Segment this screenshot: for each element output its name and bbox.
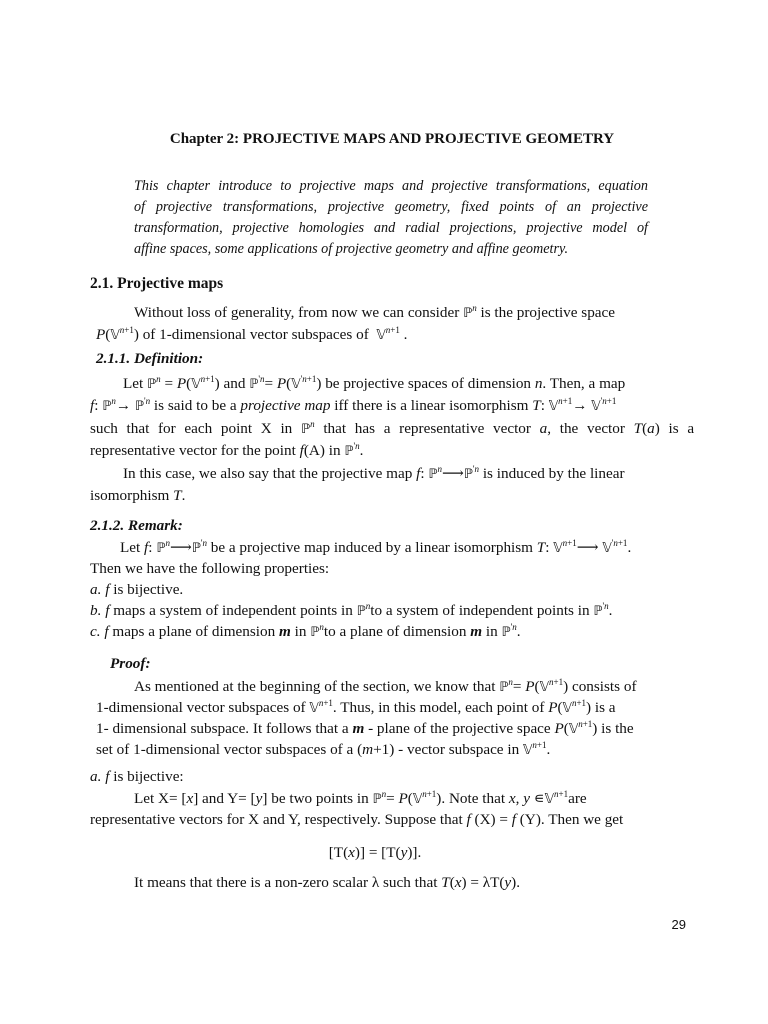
remark-line-2: Then we have the following properties:	[90, 560, 330, 577]
equation: [T(x)] = [T(y)].	[328, 844, 422, 861]
definition-line-2: f: ℙ$^n$→ ℙ$^{'n}$ is said to be a projective map iff there is a linear isomorphism T: 𝕍$^{n+1}$→ 𝕍$^{'n+1}$	[90, 396, 617, 414]
proof-line-3: 1- dimensional subspace. It follows that a m - plane of the projective space P(𝕍$^{n+1}$) is the	[96, 719, 634, 737]
definition-line-5: In this case, we also say that the projective map f: ℙ$^n$⟶ℙ$^{'n}$ is induced by the linear	[123, 464, 625, 482]
intro-line-2: P(𝕍$^{n+1}$) of 1-dimensional vector subspaces of 𝕍$^{n+1}$ .	[96, 325, 408, 343]
proof-para-3: It means that there is a non-zero scalar λ such that T(x) = λT(y).	[134, 874, 521, 891]
abstract-line: This chapter introduce to projective maps and projective transformations, equation	[134, 178, 648, 194]
abstract-line: affine spaces, some applications of projective geometry and affine geometry.	[134, 241, 569, 257]
definition-line-6: isomorphism T.	[90, 487, 186, 504]
proof-line-1: As mentioned at the beginning of the section, we know that ℙ$^n$= P(𝕍$^{n+1}$) consists of	[134, 677, 637, 695]
chapter-title: Chapter 2: PROJECTIVE MAPS AND PROJECTIVE GEOMETRY	[169, 131, 615, 147]
remark-line-1: Let f: ℙ$^n$⟶ℙ$^{'n}$ be a projective map induced by a linear isomorphism T: 𝕍$^{n+1}$⟶ 𝕍$^{'n+1}$.	[120, 538, 632, 556]
proof-line-4: set of 1-dimensional vector subspaces of a (m+1) - vector subspace in 𝕍$^{n+1}$.	[96, 740, 551, 758]
remark-heading: 2.1.2. Remark:	[90, 517, 183, 534]
definition-line-1: Let ℙ$^n$ = P(𝕍$^{n+1}$) and ℙ$^{'n}$= P(𝕍$^{'n+1}$) be projective spaces of dimension n. Then, a map	[123, 374, 626, 392]
abstract-line: transformation, projective homologies and radial projections, projective model of	[134, 220, 648, 236]
proof-line-2: 1-dimensional vector subspaces of 𝕍$^{n+1}$. Thus, in this model, each point of P(𝕍$^{n+1}$) is a	[96, 698, 616, 716]
definition-line-4: representative vector for the point f(A) in ℙ$^{'n}$.	[90, 441, 364, 459]
definition-heading: 2.1.1. Definition:	[96, 350, 204, 367]
proof-part-a: a. f is bijective:	[90, 768, 184, 785]
abstract-line: of projective transformations, projective geometry, fixed points of an projective	[134, 199, 648, 215]
page-number: 29	[671, 917, 686, 932]
remark-item-b: b. f maps a system of independent points in ℙ$^n$to a system of independent points in ℙ$^{'n}$.	[90, 601, 613, 619]
proof-heading: Proof:	[110, 655, 151, 672]
definition-line-3: such that for each point X in ℙ$^n$ that has a representative vector a, the vector T(a) is a	[90, 419, 695, 437]
proof-para-2: representative vectors for X and Y, respectively. Suppose that f (X) = f (Y). Then we get	[90, 811, 624, 828]
proof-para-1: Let X= [x] and Y= [y] be two points in ℙ$^n$= P(𝕍$^{n+1}$). Note that x, y ∊𝕍$^{n+1}$are	[134, 789, 587, 807]
remark-item-a: a. f is bijective.	[90, 581, 184, 598]
intro-line-1: Without loss of generality, from now we can consider ℙ$^n$ is the projective space	[134, 303, 616, 321]
section-heading: 2.1. Projective maps	[90, 275, 224, 292]
remark-item-c: c. f maps a plane of dimension m in ℙ$^n$to a plane of dimension m in ℙ$^{'n}$.	[90, 622, 521, 640]
